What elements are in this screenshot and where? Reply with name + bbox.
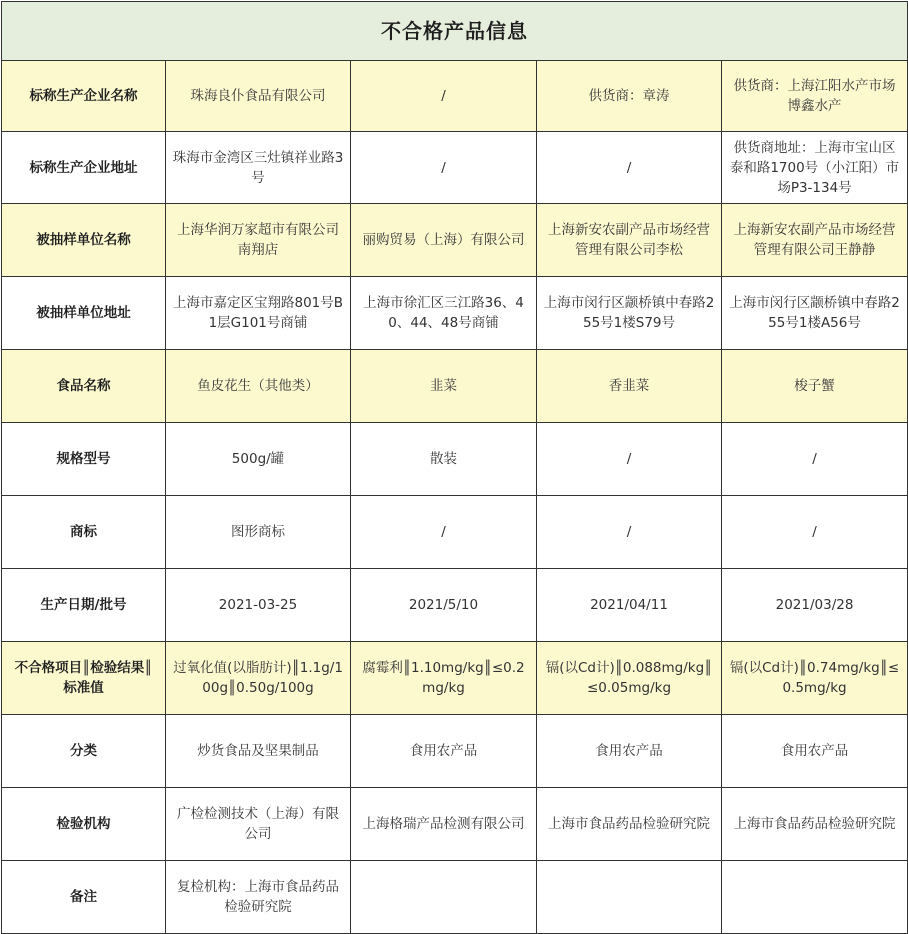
table-row [2,569,908,642]
table-cell: 上海市嘉定区宝翔路801号B1层G101号商铺 [166,277,351,350]
table-cell: 上海新安农副产品市场经营管理有限公司王静静 [722,204,908,277]
table-cell: 上海市闵行区颛桥镇中春路255号1楼S79号 [537,277,722,350]
row-label: 生产日期/批号 [2,569,166,642]
table-cell: / [351,132,537,204]
table-cell: 过氧化值(以脂肪计)║1.1g/100g║0.50g/100g [166,642,351,715]
table-cell: 珠海良仆食品有限公司 [166,61,351,132]
row-label: 分类 [2,715,166,788]
unqualified-products-table [1,1,908,934]
row-label: 标称生产企业地址 [2,132,166,204]
table-cell: 上海市闵行区颛桥镇中春路255号1楼A56号 [722,277,908,350]
table-cell: 图形商标 [166,496,351,569]
table-cell: / [537,423,722,496]
table-row [2,61,908,132]
table-cell [537,861,722,934]
table-cell: 上海市食品药品检验研究院 [537,788,722,861]
table-cell: 食用农产品 [351,715,537,788]
table-cell: 上海市徐汇区三江路36、40、44、48号商铺 [351,277,537,350]
table-cell: 2021-03-25 [166,569,351,642]
table-cell: 供货商：章涛 [537,61,722,132]
table-cell: 丽购贸易（上海）有限公司 [351,204,537,277]
table-cell [722,861,908,934]
table-cell: 珠海市金湾区三灶镇祥业路3号 [166,132,351,204]
table-cell: / [537,496,722,569]
table-cell: 2021/04/11 [537,569,722,642]
table-cell: 上海格瑞产品检测有限公司 [351,788,537,861]
table-row [2,132,908,204]
row-label: 规格型号 [2,423,166,496]
table-cell: / [351,496,537,569]
table-row [2,423,908,496]
table-cell: 鱼皮花生（其他类） [166,350,351,423]
table-cell: 2021/03/28 [722,569,908,642]
table-row [2,277,908,350]
table-cell: / [722,496,908,569]
table-cell: 镉(以Cd计)║0.088mg/kg║≤0.05mg/kg [537,642,722,715]
table-cell: / [351,61,537,132]
table-cell: 香韭菜 [537,350,722,423]
table-row [2,861,908,934]
table-row [2,788,908,861]
table-cell: 供货商地址：上海市宝山区泰和路1700号（小江阳）市场P3-134号 [722,132,908,204]
row-label: 标称生产企业名称 [2,61,166,132]
table-cell: 镉(以Cd计)║0.74mg/kg║≤0.5mg/kg [722,642,908,715]
table-cell: / [722,423,908,496]
row-label: 不合格项目║检验结果║标准值 [2,642,166,715]
table-cell: 上海华润万家超市有限公司南翔店 [166,204,351,277]
table-row [2,496,908,569]
row-label: 被抽样单位名称 [2,204,166,277]
table-title: 不合格产品信息 [2,2,908,61]
table-row [2,715,908,788]
table-cell: 食用农产品 [722,715,908,788]
table-cell: 上海新安农副产品市场经营管理有限公司李松 [537,204,722,277]
table-cell: 广检检测技术（上海）有限公司 [166,788,351,861]
table-cell: 供货商：上海江阳水产市场博鑫水产 [722,61,908,132]
row-label: 食品名称 [2,350,166,423]
table-cell: / [537,132,722,204]
table-cell: 散装 [351,423,537,496]
row-label: 备注 [2,861,166,934]
title-row [2,2,908,61]
table-cell [351,861,537,934]
table-row [2,642,908,715]
table-cell: 韭菜 [351,350,537,423]
table-cell: 复检机构：上海市食品药品检验研究院 [166,861,351,934]
table-cell: 炒货食品及坚果制品 [166,715,351,788]
table-cell: 食用农产品 [537,715,722,788]
row-label: 商标 [2,496,166,569]
row-label: 检验机构 [2,788,166,861]
table-cell: 2021/5/10 [351,569,537,642]
table-cell: 梭子蟹 [722,350,908,423]
table-row [2,204,908,277]
table-cell: 上海市食品药品检验研究院 [722,788,908,861]
table-cell: 500g/罐 [166,423,351,496]
table-cell: 腐霉利║1.10mg/kg║≤0.2mg/kg [351,642,537,715]
table-row [2,350,908,423]
row-label: 被抽样单位地址 [2,277,166,350]
